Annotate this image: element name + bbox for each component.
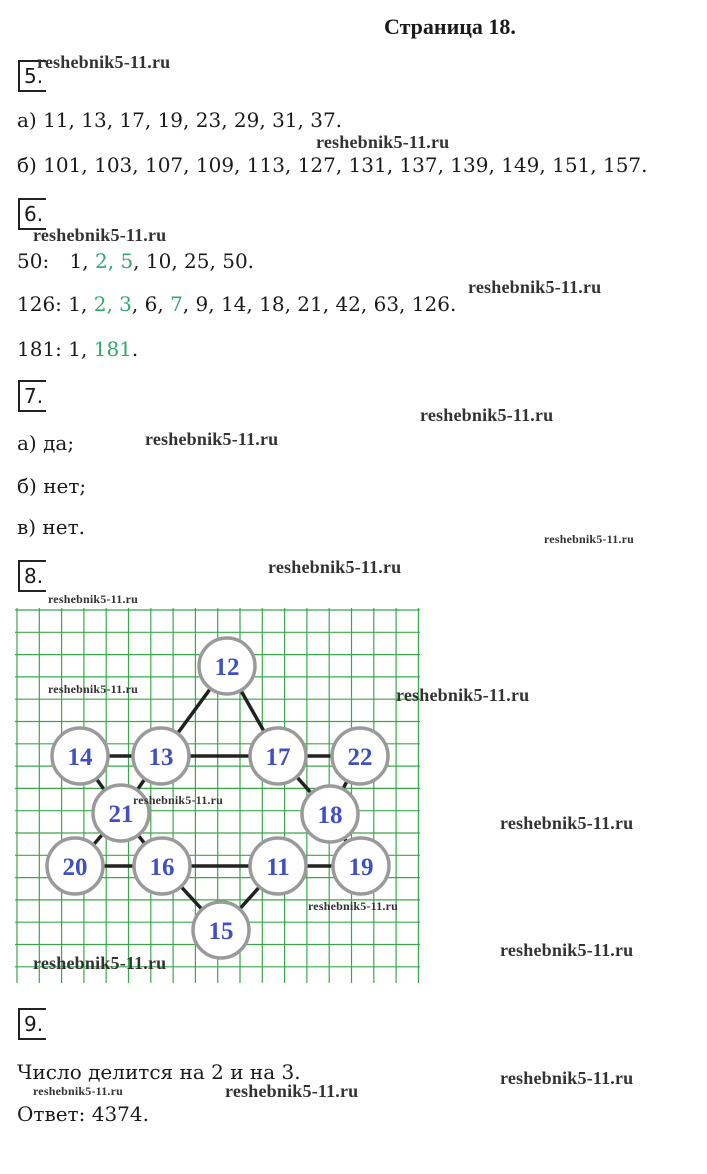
graph-edge-12-13 — [178, 689, 211, 734]
divisor-value: 1, — [68, 337, 94, 361]
watermark: reshebnik5-11.ru — [268, 557, 402, 577]
watermark: reshebnik5-11.ru — [500, 813, 634, 833]
watermark: reshebnik5-11.ru — [37, 52, 171, 72]
node-label: 14 — [67, 744, 93, 771]
graph-node-14 — [52, 728, 108, 784]
graph-node-22 — [332, 728, 388, 784]
node-label: 18 — [317, 802, 343, 829]
watermark: reshebnik5-11.ru — [145, 429, 279, 449]
watermark: reshebnik5-11.ru — [544, 532, 634, 546]
graph-node-15 — [193, 902, 249, 958]
watermark: reshebnik5-11.ru — [500, 940, 634, 960]
watermark: reshebnik5-11.ru — [48, 592, 138, 606]
divisor-value: 1, — [68, 292, 94, 316]
watermark: reshebnik5-11.ru — [48, 682, 138, 696]
divisor-value: . — [131, 337, 139, 361]
watermark: reshebnik5-11.ru — [468, 277, 602, 297]
graph-edge-16-15 — [181, 887, 202, 910]
task-7-answer-a: а) да; — [17, 431, 75, 455]
task-6-line-126 — [17, 292, 456, 316]
watermark: reshebnik5-11.ru — [396, 685, 530, 705]
task-8-number: 8. — [18, 560, 46, 592]
prime-divisor: 7 — [170, 292, 183, 316]
task-5-number: 5. — [18, 60, 46, 92]
task-9-line: Число делится на 2 и на 3. — [17, 1060, 301, 1084]
divisor-value: , 6, — [131, 292, 171, 316]
task-9-answer: Ответ: 4374. — [17, 1102, 149, 1126]
node-label: 17 — [265, 744, 291, 771]
graph-node-18 — [302, 786, 358, 842]
prime-divisor: 2, 3 — [93, 292, 132, 316]
prime-divisor: 181 — [93, 337, 132, 361]
task-6-number: 6. — [18, 198, 46, 230]
divisor-value: , 9, 14, 18, 21, 42, 63, 126. — [182, 292, 457, 316]
watermark: reshebnik5-11.ru — [133, 793, 223, 807]
graph-node-20 — [47, 838, 103, 894]
divisor-value: , 10, 25, 50. — [133, 249, 255, 273]
watermark: reshebnik5-11.ru — [420, 405, 554, 425]
node-label: 15 — [208, 918, 234, 945]
node-label: 19 — [348, 854, 374, 881]
task-7-number: 7. — [18, 380, 46, 412]
graph-edge-21-20 — [93, 834, 102, 845]
graph-node-19 — [333, 838, 389, 894]
node-label: 21 — [108, 801, 134, 828]
divisor-prefix: 50: — [17, 249, 50, 273]
watermark: reshebnik5-11.ru — [33, 1084, 123, 1098]
task-5-answer-b: б) 101, 103, 107, 109, 113, 127, 131, 137, 139, 149, 151, 157. — [17, 153, 648, 177]
prime-divisor: 2, 5 — [95, 249, 134, 273]
graph-node-12 — [199, 638, 255, 694]
node-label: 13 — [148, 744, 174, 771]
watermark: reshebnik5-11.ru — [33, 953, 167, 973]
task-6-line-181 — [17, 337, 138, 361]
task-9-number: 9. — [18, 1008, 46, 1040]
node-label: 11 — [266, 854, 290, 881]
watermark: reshebnik5-11.ru — [316, 132, 450, 152]
graph-edge-12-17 — [241, 690, 264, 731]
node-label: 20 — [62, 854, 88, 881]
watermark: reshebnik5-11.ru — [225, 1081, 359, 1101]
node-label: 22 — [347, 744, 373, 771]
task-7-answer-c: в) нет. — [17, 515, 86, 539]
graph-edge-11-15 — [240, 887, 260, 909]
watermark: reshebnik5-11.ru — [500, 1068, 634, 1088]
watermark: reshebnik5-11.ru — [308, 899, 398, 913]
page-title: Страница 18. — [384, 14, 516, 39]
node-label: 12 — [214, 654, 240, 681]
graph-node-11 — [250, 838, 306, 894]
graph-node-16 — [134, 838, 190, 894]
divisor-value: 1, — [69, 249, 95, 273]
graph-node-13 — [133, 728, 189, 784]
task-7-answer-b: б) нет; — [17, 474, 87, 498]
task-6-line-50 — [17, 249, 254, 273]
divisor-prefix: 126: — [17, 292, 62, 316]
divisor-prefix: 181: — [17, 337, 62, 361]
watermark: reshebnik5-11.ru — [33, 225, 167, 245]
graph-node-17 — [250, 728, 306, 784]
node-label: 16 — [149, 854, 175, 881]
task-5-answer-a: а) 11, 13, 17, 19, 23, 29, 31, 37. — [17, 108, 343, 132]
graph-edge-17-18 — [297, 777, 312, 793]
